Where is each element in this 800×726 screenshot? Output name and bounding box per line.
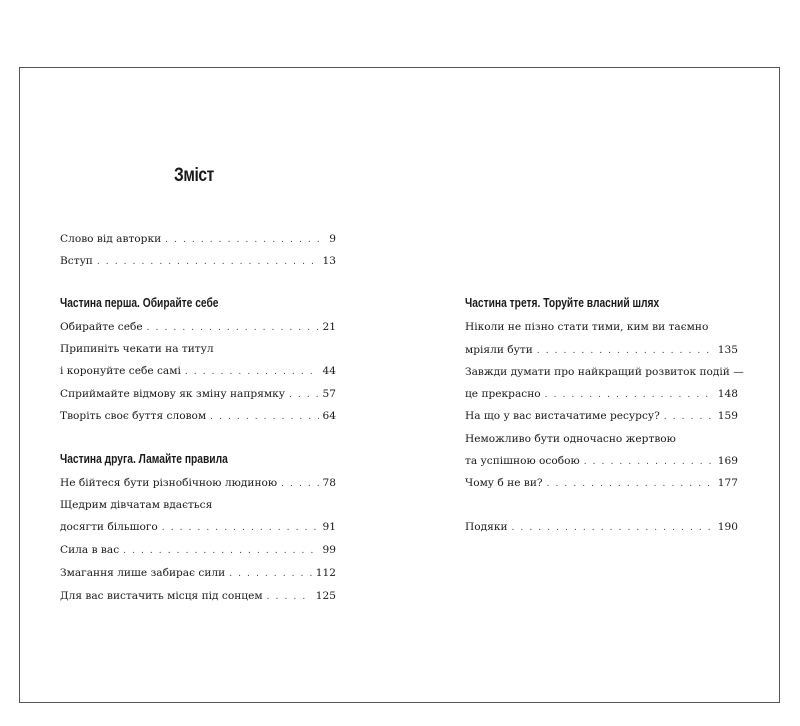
toc-entry-title-line1[interactable]: Щедрим дівчатам вдається <box>60 499 213 511</box>
toc-entry[interactable] <box>60 386 336 402</box>
toc-entry-page: 148 <box>717 388 738 400</box>
toc-leader-dots <box>97 254 319 270</box>
toc-entry-title: Змагання лише забирає сили <box>60 567 226 579</box>
toc-entry-title-line1[interactable]: Припиніть чекати на титул <box>60 343 214 355</box>
toc-entry-page: 9 <box>329 233 336 245</box>
toc-leader-dots <box>147 320 319 336</box>
toc-leader-dots <box>664 409 714 425</box>
toc-entry-title: Сприймайте відмову як зміну напрямку <box>60 388 285 400</box>
toc-entry-title: Слово від авторки <box>60 233 162 245</box>
toc-leader-dots <box>537 343 714 359</box>
toc-entry[interactable] <box>465 342 738 358</box>
toc-entry-title: Творіть своє буття словом <box>60 410 207 422</box>
toc-leader-dots <box>267 589 312 605</box>
toc-entry-page: 112 <box>315 567 336 579</box>
toc-entry-title: На що у вас вистачатиме ресурсу? <box>465 410 660 422</box>
toc-entry[interactable] <box>465 475 738 491</box>
toc-entry-title: Обирайте себе <box>60 321 143 333</box>
part-heading: Частина перша. Обирайте себе <box>60 296 219 310</box>
toc-leader-dots <box>281 476 318 492</box>
toc-entry[interactable] <box>60 319 336 335</box>
toc-entry[interactable] <box>60 588 336 604</box>
toc-entry-title: Подяки <box>465 521 508 533</box>
toc-entry-page: 169 <box>717 455 738 467</box>
toc-entry-page: 44 <box>322 365 336 377</box>
part-heading: Частина третя. Торуйте власний шлях <box>465 296 660 310</box>
toc-entry[interactable] <box>465 386 738 402</box>
toc-entry[interactable] <box>60 231 336 247</box>
toc-entry-page: 99 <box>322 544 336 556</box>
toc-entry-title: Не бійтеся бути різнобічною людиною <box>60 477 278 489</box>
toc-leader-dots <box>547 476 714 492</box>
toc-entry-page: 64 <box>322 410 336 422</box>
toc-entry-title: та успішною особою <box>465 455 580 467</box>
toc-leader-dots <box>584 454 714 470</box>
toc-entry-page: 13 <box>322 255 336 267</box>
toc-leader-dots <box>229 566 312 582</box>
toc-leader-dots <box>545 387 714 403</box>
toc-entry[interactable] <box>60 565 336 581</box>
toc-entry-page: 190 <box>717 521 738 533</box>
toc-entry[interactable] <box>465 408 738 424</box>
toc-entry-page: 21 <box>322 321 336 333</box>
toc-entry-page: 125 <box>315 590 336 602</box>
toc-entry-page: 91 <box>322 521 336 533</box>
toc-entry-title: Вступ <box>60 255 93 267</box>
toc-entry[interactable] <box>465 519 738 535</box>
toc-entry-page: 159 <box>717 410 738 422</box>
toc-leader-dots <box>162 520 319 536</box>
toc-leader-dots <box>123 543 318 559</box>
toc-entry-title: досягти більшого <box>60 521 158 533</box>
part-heading: Частина друга. Ламайте правила <box>60 452 228 466</box>
toc-entry-title: мріяли бути <box>465 344 533 356</box>
toc-entry[interactable] <box>60 363 336 379</box>
book-spread <box>19 67 780 703</box>
toc-entry-title-line1[interactable]: Ніколи не пізно стати тими, ким ви таємно <box>465 321 709 333</box>
toc-entry-title-line1[interactable]: Завжди думати про найкращий розвиток подій — <box>465 366 744 378</box>
toc-entry[interactable] <box>60 542 336 558</box>
toc-leader-dots <box>210 409 318 425</box>
toc-entry-title: і коронуйте себе самі <box>60 365 181 377</box>
toc-entry[interactable] <box>60 408 336 424</box>
toc-entry-page: 177 <box>717 477 738 489</box>
toc-entry[interactable] <box>465 453 738 469</box>
toc-entry-title: Чому б не ви? <box>465 477 543 489</box>
toc-entry-page: 135 <box>717 344 738 356</box>
toc-entry-title: Сила в вас <box>60 544 120 556</box>
toc-entry[interactable] <box>60 253 336 269</box>
toc-entry-title: Для вас вистачить місця під сонцем <box>60 590 263 602</box>
toc-leader-dots <box>289 387 319 403</box>
toc-entry-title-line1[interactable]: Неможливо бути одночасно жертвою <box>465 433 676 445</box>
toc-entry[interactable] <box>60 475 336 491</box>
toc-leader-dots <box>512 520 714 536</box>
page-title: Зміст <box>174 165 214 186</box>
toc-entry-page: 57 <box>322 388 336 400</box>
toc-entry[interactable] <box>60 519 336 535</box>
toc-leader-dots <box>185 364 319 380</box>
toc-entry-title: це прекрасно <box>465 388 541 400</box>
toc-leader-dots <box>165 232 325 248</box>
toc-entry-page: 78 <box>322 477 336 489</box>
